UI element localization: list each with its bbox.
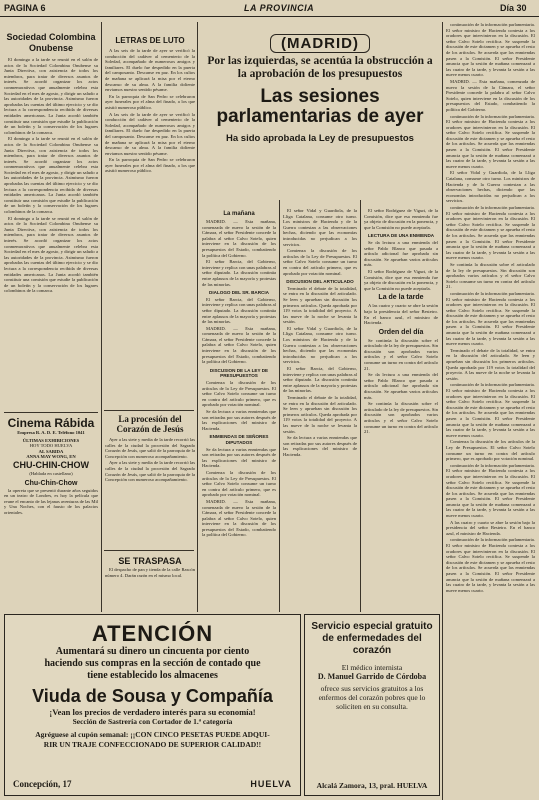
article-body-b: Se da lectura a una enmienda del señor Pablo Blanco que pasada a artículo adicional fue aprobada sin discusión. Se aprueban varios artículos más.: [364, 372, 438, 400]
subhead: DISCUSION DE LA LEY DE PRESUPUESTOS: [209, 367, 269, 379]
article-body-b: Se da lectura a varias enmiendas que son retiradas por sus autores después de las explicaciones del ministro de Hacienda.: [202, 409, 276, 431]
column-madrid-1: [202, 208, 276, 608]
article-body: Terminado el debate de la totalidad, se entra en la discusión del articulado. Se leen y aprueban sin discusión los primeros artículos. Queda aprobada por 119 votos la totalidad del proyecto. A las nueve de la noche se levanta la sesión.: [283, 285, 357, 325]
cinema-title: Cinema Rábida: [7, 416, 95, 430]
article-body-repeat-2: El domingo a la tarde se reunió en el salón de actos de la Sociedad Colombina Onubense su Junta Directiva, con asistencia de todos los miembros, para tratar de diversos asuntos de interés. Se acordó organizar los actos conmemorativos que anualmente celebra esta Sociedad en el mes de agosto, y dirigir un saludo a las autoridades de la provincia. Asimismo fueron aprobadas las cuentas del último ejercicio y se dio lectura a la correspondencia recibida de diversas entidades americanas. La Junta acordó también constituir una comisión que estudie la publicación de un boletín y la conservación de los lugares colombinos de la comarca.: [4, 215, 98, 294]
article-body: El señor Barcia, del Gobierno, interviene y replica con unas palabras al señor diputado. La discusión continúa entre aplausos de la mayoría y protestas de las minorías.: [202, 296, 276, 325]
article-body-f: Se continúa la discusión sobre el articulado de la ley de presupuestos. Sin discusión son aprobados varios artículos y el señor Calvo Sotelo consume un turno en contra del artículo 21.: [446, 261, 535, 290]
subhead: Orden del día: [378, 328, 424, 336]
article-body: El señor Vidal y Guardiola, de la Lliga Catalana, consume otro turno. Los ministros de Hacienda y de la Guerra contestan a las observaciones hechas, diciendo que las economías introducidas no perjudican a los servicios.: [283, 208, 357, 247]
article-body-h: Terminado el debate de la totalidad, se entra en la discusión del articulado. Se leen y aprueban sin discusión los primeros artículos. Queda aprobada por 119 votos la totalidad del proyecto. A las nueve de la noche se levanta la sesión.: [446, 347, 535, 381]
article-body-e: continuación de la información parlamentaria. El señor ministro de Hacienda contesta a los oradores que intervinieron en la discusión. El señor Calvo Sotelo rectifica. Se suspende la discusión de este dictamen y se aprueba el resto de los artículos. Se acuerda que las enmiendas pasen a la Comisión. El señor Presidente anuncia que la sesión de mañana comenzará a las cuatro de la tarde, y levanta la sesión a las nueve menos cuarto.: [446, 205, 535, 261]
article-title: La procesión del Corazón de Jesús: [116, 414, 184, 434]
article-body-d: El señor Vidal y Guardiola, de la Lliga Catalana, consume otro turno. Los ministros de Hacienda y de la Guerra contestan a las observaciones hechas, diciendo que las economías introducidas no perjudican a los servicios.: [446, 170, 535, 204]
madrid-headline-block: [202, 34, 438, 144]
article-body-c: MADRID. — Esta mañana, comenzada de nuevo la sesión de la Cámara, el señor Presidente concede la palabra al señor Calvo Sotelo, quien interviene en la discusión de los presupuestos del Estado, combatiendo la política del Gobierno.: [202, 498, 276, 538]
article-body: A las cuatro y cuarto se abre la sesión bajo la presidencia del señor Besteiro. En el banco azul, el ministro de Hacienda.: [364, 303, 438, 326]
article-body: continuación de la información parlamentaria. El señor ministro de Hacienda contesta a los oradores que intervinieron en la discusión. El señor Calvo Sotelo rectifica. Se suspende la discusión de este dictamen y se aprueba el resto de los artículos. Se acuerda que las enmiendas pasen a la Comisión. El señor Presidente anuncia que la sesión de mañana comenzará a las cuatro de la tarde, y levanta la sesión a las nueve menos cuarto.: [446, 22, 535, 78]
article-body-k: continuación de la información parlamentaria. El señor ministro de Hacienda contesta a los oradores que intervinieron en la discusión. El señor Calvo Sotelo rectifica. Se suspende la discusión de este dictamen y se aprueba el resto de los artículos. Se acuerda que las enmiendas pasen a la Comisión. El señor Presidente anuncia que la sesión de mañana comenzará a las cuatro de la tarde, y levanta la sesión a las nueve menos cuarto.: [446, 462, 535, 519]
traspasa-body: El despacho de pan y tienda de la calle Rascón número 4. Darán razón en el mismo local.: [105, 567, 195, 578]
article-body-b: MADRID. — Esta mañana, comenzada de nuevo la sesión de la Cámara, el señor Presidente concede la palabra al señor Calvo Sotelo, quien interviene en la discusión de los presupuestos del Estado, combatiendo la política del Gobierno.: [446, 78, 535, 112]
article-body-repeat: El domingo a la tarde se reunió en el salón de actos de la Sociedad Colombina Onubense su Junta Directiva, con asistencia de todos los miembros, para tratar de diversos asuntos de interés. Se acordó organizar los actos conmemorativos que anualmente celebra esta Sociedad en el mes de agosto, y dirigir un saludo a las autoridades de la provincia. Asimismo fueron aprobadas las cuentas del último ejercicio y se dio lectura a la correspondencia recibida de diversas entidades americanas. La Junta acordó también constituir una comisión que estudie la publicación de un boletín y la conservación de los lugares colombinos de la comarca.: [4, 136, 98, 215]
article-body-b: Comienza la discusión de los artículos de la Ley de Presupuestos. El señor Calvo Sotelo consume un turno en contra del artículo primero, que es aprobado por votación nominal.: [283, 248, 357, 276]
article-body-j: Comienza la discusión de los artículos de la Ley de Presupuestos. El señor Calvo Sotelo consume un turno en contra del artículo primero, que es aprobado por votación nominal.: [446, 439, 535, 462]
madrid-dateline: (MADRID): [270, 34, 370, 53]
ad-line-7: RIR UN TRAJE CONFECCIONADO DE SUPERIOR CALIDAD!!: [43, 740, 262, 749]
cinema-star: Chu-Chin-Chow: [24, 479, 78, 487]
article-body-4: En la parroquia de San Pedro se celebraron ayer funerales por el alma del finado, a los que asistió numeroso público.: [105, 157, 195, 174]
madrid-big-headline: Las sesiones parlamentarias de ayer: [216, 86, 424, 127]
article-body-l: A las cuatro y cuarto se abre la sesión bajo la presidencia del señor Besteiro. En el banco azul, el ministro de Hacienda.: [446, 519, 535, 536]
subhead: La mañana: [223, 211, 255, 217]
article-body-m: continuación de la información parlamentaria. El señor ministro de Hacienda contesta a los oradores que intervinieron en la discusión. El señor Calvo Sotelo rectifica. Se suspende la discusión de este dictamen y se aprueba el resto de los artículos. Se acuerda que las enmiendas pasen a la Comisión. El señor Presidente anuncia que la sesión de mañana comenzará a las cuatro de la tarde, y levanta la sesión a las nueve menos cuarto.: [446, 537, 535, 593]
article-body: Se continúa la discusión sobre el articulado de la ley de presupuestos. Sin discusión son aprobados varios artículos y el señor Calvo Sotelo consume un turno en contra del artículo 21.: [364, 337, 438, 371]
column-madrid-3: [364, 208, 438, 608]
cinema-line-1: Empresa R. A. D. E. Teléfono 1041: [17, 430, 85, 435]
article-body-i: continuación de la información parlamentaria. El señor ministro de Hacienda contesta a los oradores que intervinieron en la discusión. El señor Calvo Sotelo rectifica. Se suspende la discusión de este dictamen y se aprueba el resto de los artículos. Se acuerda que las enmiendas pasen a la Comisión. El señor Presidente anuncia que la sesión de mañana comenzará a las cuatro de la tarde, y levanta la sesión a las nueve menos cuarto.: [446, 382, 535, 438]
madrid-headline: Por las izquierdas, se acentúa la obstrucción a la aprobación de los presupuestos: [207, 55, 433, 80]
traspasa-title: SE TRASPASA: [118, 556, 182, 566]
masthead: LA PROVINCIA: [244, 3, 315, 13]
article-body: Comienza la discusión de los artículos de la Ley de Presupuestos. El señor Calvo Sotelo consume un turno en contra del artículo primero, que es aprobado por votación nominal.: [202, 380, 276, 408]
cinema-film: CHU-CHIN-CHOW: [13, 459, 89, 470]
ad-body: ofrece sus servicios gratuitos a los enfermos del corazón pobres que lo soliciten en su consulta.: [318, 684, 426, 711]
article-body-b: El señor Vidal y Guardiola, de la Lliga Catalana, consume otro turno. Los ministros de Hacienda y de la Guerra contestan a las observaciones hechas, diciendo que las economías introducidas no perjudican a los servicios.: [283, 325, 357, 365]
ad-city: HUELVA: [250, 779, 292, 789]
madrid-subheadline: Ha sido aprobada la Ley de presupuestos: [226, 133, 414, 144]
cinema-line-4: AL SABIDA: [38, 448, 64, 454]
ad-brand: Viuda de Sousa y Compañía: [32, 686, 273, 706]
cinema-line-6: (Hablada en castellano): [29, 470, 73, 476]
article-body: A las seis de la tarde de ayer se verificó la conducción del cadáver al cementerio de la Soledad, acompañado de numerosos amigos y familiares. El duelo fue despedido en la puerta del camposanto. Descanse en paz. En los cultos de mañana se aplicará la misa por el eterno descanso de su alma. A la familia doliente enviamos nuestro sentido pésame.: [105, 48, 195, 93]
page-date: Día 30: [500, 3, 527, 13]
article-title: LETRAS DE LUTO: [115, 36, 185, 45]
article-body-b: Comienza la discusión de los artículos de la Ley de Presupuestos. El señor Calvo Sotelo consume un turno en contra del artículo primero, que es aprobado por votación nominal.: [202, 469, 276, 498]
cinema-line-5: ANNA MAY WONG, EN: [26, 454, 76, 460]
article-body: Se da lectura a varias enmiendas que son retiradas por sus autores después de las explicaciones del ministro de Hacienda.: [202, 446, 276, 469]
column-continuation: [446, 22, 535, 796]
article-body-c: Se continúa la discusión sobre el articulado de la ley de presupuestos. Sin discusión son aprobados varios artículos y el señor Calvo Sotelo consume un turno en contra del artículo 21.: [364, 401, 438, 435]
ad-line-4: ¡Vean los precios de verdadero interés para su economía!: [49, 707, 256, 717]
subhead: DISCUSION DEL ARTICULADO: [286, 279, 354, 285]
ad-address: Concepción, 17: [13, 779, 72, 789]
page-header: [0, 0, 539, 17]
article-body-2: Ayer a las siete y media de la tarde recorrió las calles de la ciudad la procesión del Sagrado Corazón de Jesús, que salió de la parroquia de la Concepción con numeroso acompañamiento.: [105, 460, 195, 483]
cinema-line-3: HOY TODO HUELVA: [29, 443, 73, 449]
cinema-line-2: ÚLTIMAS EXHIBICIONES: [22, 437, 80, 443]
ad-line-1: El médico internista: [341, 663, 403, 672]
article-body-3: A las seis de la tarde de ayer se verificó la conducción del cadáver al cementerio de la Soledad, acompañado de numerosos amigos y familiares. El duelo fue despedido en la puerta del camposanto. Descanse en paz. En los cultos de mañana se aplicará la misa por el eterno descanso de su alma. A la familia doliente enviamos nuestro sentido pésame.: [105, 111, 195, 156]
article-body-c: El señor Barcia, del Gobierno, interviene y replica con unas palabras al señor diputado. La discusión continúa entre aplausos de la mayoría y protestas de las minorías.: [283, 366, 357, 394]
ad-viuda-sousa: [4, 614, 301, 796]
article-body-b: El señor Rodríguez de Viguri, de la Comisión, dice que esa enmienda fue ya objeto de discusión en la ponencia, y que la Comisión no puede aceptarla.: [364, 268, 438, 291]
article-body-2: En la parroquia de San Pedro se celebraron ayer funerales por el alma del finado, a los que asistió numeroso público.: [105, 93, 195, 110]
article-body-d: Terminado el debate de la totalidad, se entra en la discusión del articulado. Se leen y aprueban sin discusión los primeros artículos. Queda aprobada por 119 votos la totalidad del proyecto. A las nueve de la noche se levanta la sesión.: [283, 395, 357, 434]
column-madrid-2: [283, 208, 357, 608]
column-obituary: [105, 36, 195, 326]
page-label: PAGINA 6: [4, 3, 46, 13]
article-body-e: Se da lectura a varias enmiendas que son retiradas por sus autores después de las explicaciones del ministro de Hacienda.: [283, 435, 357, 457]
subhead: ENMIENDAS DE SEÑORES DIPUTADOS: [209, 434, 269, 445]
article-body: Se da lectura a una enmienda del señor Pablo Blanco que pasada a artículo adicional fue aprobada sin discusión. Se aprueban varios artículos más.: [364, 239, 438, 268]
ad-address: Alcalá Zamora, 13, pral. HUELVA: [316, 781, 428, 790]
subhead: La de la tarde: [378, 294, 424, 302]
ad-line-1: Aumentará su dinero un cincuenta por ciento: [55, 646, 250, 657]
ad-line-3: tiene establecido los almacenes: [87, 670, 218, 681]
column-procession: [105, 414, 195, 544]
traspasa-ad: [105, 556, 195, 600]
article-body-b: El señor Barcia, del Gobierno, interviene y replica con unas palabras al señor diputado. La discusión continúa entre aplausos de la mayoría y protestas de las minorías.: [202, 259, 276, 287]
ad-title: ATENCIÓN: [91, 621, 214, 646]
cinema-body: la opereta que se presentó durante años seguidos en un teatro de Londres, es hoy la película que reune el encanto de las lejanas aventuras de las Mil y Una Noches, con el fausto de los palacios orientales.: [4, 487, 98, 515]
column-society: [4, 32, 98, 406]
ad-title: Servicio especial gratuito de enfermedades del corazón: [311, 621, 433, 656]
ad-line-2: haciendo sus compras en la sección de contado que: [44, 658, 261, 669]
article-body-c: continuación de la información parlamentaria. El señor ministro de Hacienda contesta a los oradores que intervinieron en la discusión. El señor Calvo Sotelo rectifica. Se suspende la discusión de este dictamen y se aprueba el resto de los artículos. Se acuerda que las enmiendas pasen a la Comisión. El señor Presidente anuncia que la sesión de mañana comenzará a las cuatro de la tarde, y levanta la sesión a las nueve menos cuarto.: [446, 113, 535, 169]
article-title: Sociedad Colombina Onubense: [6, 32, 96, 53]
cinema-ad: [4, 416, 98, 600]
article-body: Ayer a las siete y media de la tarde recorrió las calles de la ciudad la procesión del Sagrado Corazón de Jesús, que salió de la parroquia de la Concepción con numeroso acompañamiento.: [105, 437, 195, 459]
article-body-b: MADRID. — Esta mañana, comenzada de nuevo la sesión de la Cámara, el señor Presidente concede la palabra al señor Calvo Sotelo, quien interviene en la discusión de los presupuestos del Estado, combatiendo la política del Gobierno.: [202, 325, 276, 365]
article-body-g: continuación de la información parlamentaria. El señor ministro de Hacienda contesta a los oradores que intervinieron en la discusión. El señor Calvo Sotelo rectifica. Se suspende la discusión de este dictamen y se aprueba el resto de los artículos. Se acuerda que las enmiendas pasen a la Comisión. El señor Presidente anuncia que la sesión de mañana comenzará a las cuatro de la tarde, y levanta la sesión a las nueve menos cuarto.: [446, 290, 535, 347]
article-body: El domingo a la tarde se reunió en el salón de actos de la Sociedad Colombina Onubense su Junta Directiva, con asistencia de todos los miembros, para tratar de diversos asuntos de interés. Se acordó organizar los actos conmemorativos que anualmente celebra esta Sociedad en el mes de agosto, y dirigir un saludo a las autoridades de la provincia. Asimismo fueron aprobadas las cuentas del último ejercicio y se dio lectura a la correspondencia recibida de diversas entidades americanas. La Junta acordó también constituir una comisión que estudie la publicación de un boletín y la conservación de los lugares colombinos de la comarca.: [4, 57, 98, 135]
ad-line-6: Agréguese al cupón semanal: ¡¡CON CINCO PESETAS PUEDE ADQUI-: [35, 730, 270, 739]
ad-heart-service: [304, 614, 440, 796]
subhead: LECTURA DE UNA ENMIENDA: [367, 233, 435, 239]
ad-doctor: D. Manuel Garrido de Córdoba: [317, 672, 427, 681]
subhead: DIALOGO DEL SR. BARCIA: [209, 290, 269, 296]
article-body: El señor Rodríguez de Viguri, de la Comisión, dice que esa enmienda fue ya objeto de discusión en la ponencia, y que la Comisión no puede aceptarla.: [364, 208, 438, 230]
ad-line-5: Sección de Sastrería con Cortador de 1.ª categoría: [72, 717, 233, 726]
article-body: MADRID. — Esta mañana, comenzada de nuevo la sesión de la Cámara, el señor Presidente concede la palabra al señor Calvo Sotelo, quien interviene en la discusión de los presupuestos del Estado, combatiendo la política del Gobierno.: [202, 219, 276, 258]
